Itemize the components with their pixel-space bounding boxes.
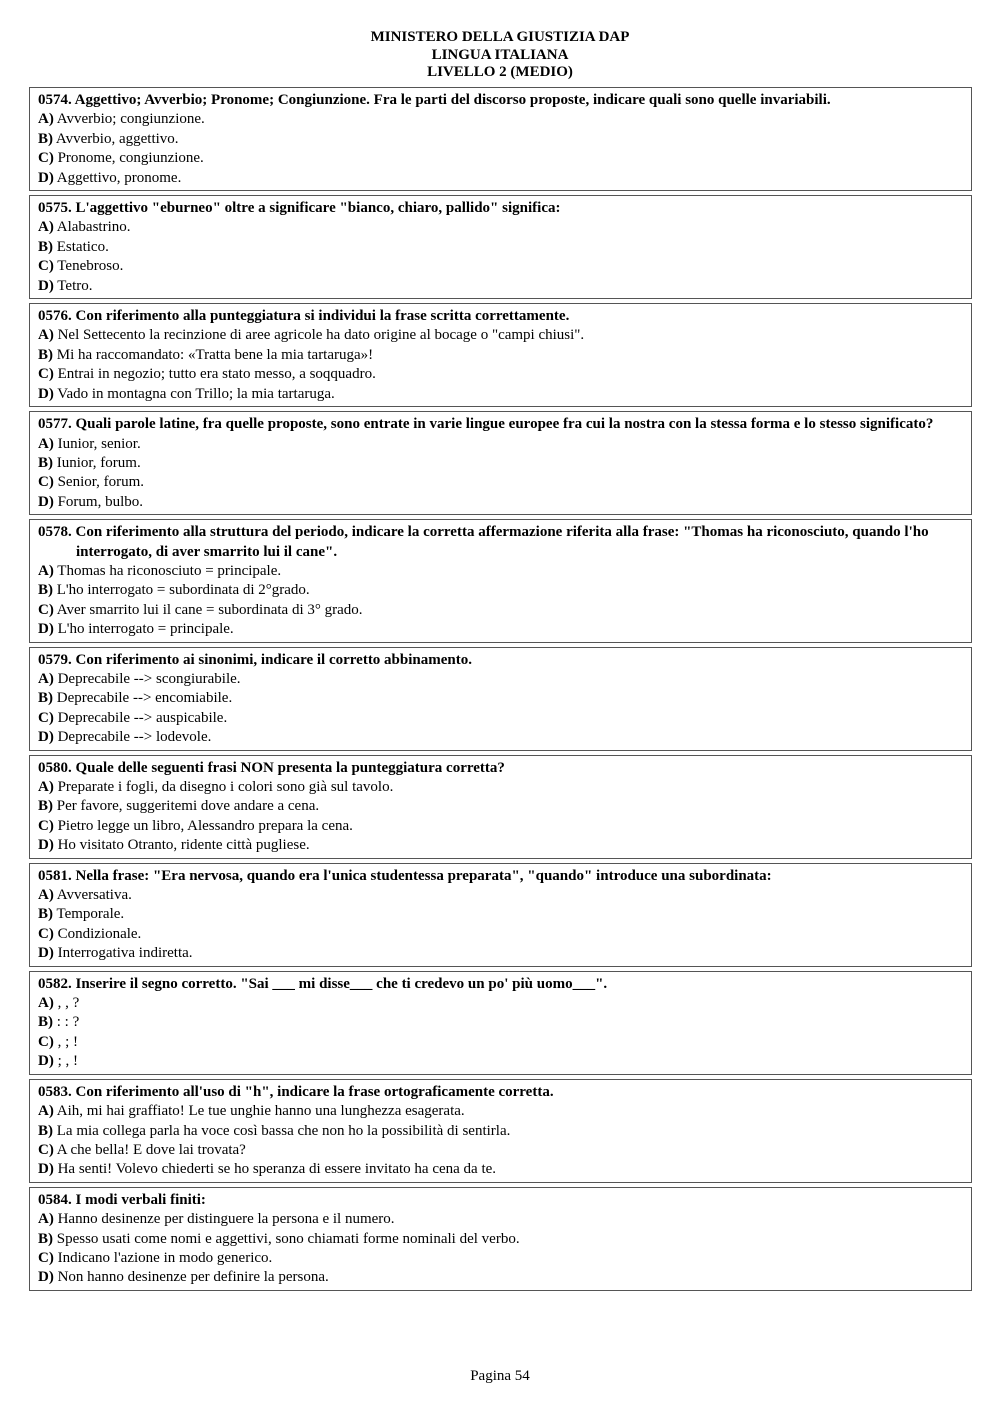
option-text: Forum, bulbo. [53, 493, 144, 510]
option-text: Per favore, suggeritemi dove andare a cena. [53, 798, 320, 815]
answer-option [38, 473, 963, 492]
option-text: Vado in montagna con Trillo; la mia tartaruga. [53, 385, 335, 402]
option-letter: A) [38, 779, 54, 795]
answer-option [38, 130, 963, 149]
answer-option [38, 1268, 963, 1287]
option-letter: C) [38, 1249, 54, 1266]
option-letter: B) [38, 1230, 53, 1247]
option-letter: B) [38, 1014, 53, 1031]
answer-option [38, 944, 963, 963]
answer-option [38, 1013, 963, 1032]
answer-option [38, 1102, 963, 1121]
option-text: Temporale. [53, 906, 125, 923]
option-letter: C) [38, 601, 54, 618]
answer-option [38, 435, 963, 454]
option-letter: A) [38, 435, 54, 452]
answer-option [38, 277, 963, 296]
answer-option [38, 886, 963, 905]
option-text: L'ho interrogato = subordinata di 2°grado. [53, 582, 310, 599]
answer-option [38, 620, 963, 639]
option-text: Entrai in negozio; tutto era stato messo, a soqquadro. [53, 366, 376, 383]
option-text: Alabastrino. [53, 219, 131, 236]
option-text: Aver smarrito lui il cane = subordinata di 3° grado. [53, 601, 363, 618]
option-text: Deprecabile --> auspicabile. [53, 709, 228, 726]
option-letter: B) [38, 130, 53, 147]
question-block [29, 87, 972, 191]
option-text: Aih, mi hai graffiato! Le tue unghie hanno una lunghezza esagerata. [53, 1103, 465, 1120]
question-block [29, 195, 972, 299]
option-letter: D) [38, 729, 54, 746]
question-title: 0575. L'aggettivo "eburneo" oltre a significare "bianco, chiaro, pallido" significa: [38, 200, 561, 217]
question-block [29, 411, 972, 515]
answer-option [38, 1230, 963, 1249]
question-list [29, 87, 972, 1295]
question-block [29, 519, 972, 642]
answer-option [38, 728, 963, 747]
option-text: L'ho interrogato = principale. [53, 621, 234, 638]
answer-option [38, 257, 963, 276]
option-letter: A) [38, 1211, 54, 1228]
answer-option [38, 346, 963, 365]
answer-option [38, 836, 963, 855]
option-letter: D) [38, 385, 54, 402]
answer-option [38, 994, 963, 1013]
question-block [29, 303, 972, 407]
option-text: La mia collega parla ha voce così bassa che non ho la possibilità di sentirla. [53, 1122, 511, 1139]
question-title: 0583. Con riferimento all'uso di "h", indicare la frase ortograficamente corretta. [38, 1083, 554, 1100]
option-text: Ha senti! Volevo chiederti se ho speranza di essere invitato ha cena da te. [53, 1161, 497, 1178]
question-title: 0578. Con riferimento alla struttura del periodo, indicare la corretta affermazione riferita alla frase: "Thomas ha riconosciuto, quando l'ho interrogato, di aver smarrito lui il cane". [38, 524, 929, 560]
option-text: Preparate i fogli, da disegno i colori sono già sul tavolo. [53, 779, 394, 795]
question-title: 0582. Inserire il segno corretto. "Sai ___ mi disse___ che ti credevo un po' più uomo___". [38, 975, 608, 992]
answer-option [38, 562, 963, 581]
option-text: Aggettivo, pronome. [53, 169, 182, 186]
option-letter: A) [38, 562, 54, 579]
page-number: Pagina 54 [470, 1368, 530, 1384]
option-text: , , ? [53, 995, 80, 1012]
option-text: Avverbio, aggettivo. [53, 130, 179, 147]
answer-option [38, 454, 963, 473]
option-text: Deprecabile --> lodevole. [53, 729, 212, 746]
option-letter: A) [38, 219, 54, 236]
question-title: 0580. Quale delle seguenti frasi NON presenta la punteggiatura corretta? [38, 759, 505, 776]
option-text: Mi ha raccomandato: «Tratta bene la mia tartaruga»! [53, 346, 374, 363]
answer-option [38, 925, 963, 944]
option-letter: A) [38, 995, 54, 1012]
option-letter: D) [38, 493, 54, 510]
answer-option [38, 670, 963, 689]
option-letter: C) [38, 1033, 54, 1050]
option-letter: C) [38, 817, 54, 834]
option-letter: B) [38, 582, 53, 599]
answer-option [38, 709, 963, 728]
question-title: 0579. Con riferimento ai sinonimi, indicare il corretto abbinamento. [38, 651, 472, 668]
option-text: Estatico. [53, 238, 109, 255]
question-title: 0576. Con riferimento alla punteggiatura si individui la frase scritta correttamente. [38, 308, 570, 325]
option-letter: C) [38, 925, 54, 942]
option-letter: B) [38, 238, 53, 255]
option-text: Spesso usati come nomi e aggettivi, sono chiamati forme nominali del verbo. [53, 1230, 520, 1247]
answer-option [38, 1160, 963, 1179]
option-letter: D) [38, 621, 54, 638]
option-text: Tetro. [53, 277, 93, 294]
option-text: ; , ! [53, 1053, 78, 1070]
option-letter: D) [38, 1053, 54, 1070]
answer-option [38, 110, 963, 129]
option-text: Deprecabile --> scongiurabile. [53, 670, 241, 687]
option-text: Deprecabile --> encomiabile. [53, 690, 233, 707]
option-text: Condizionale. [53, 925, 142, 942]
option-letter: B) [38, 798, 53, 815]
question-block [29, 1079, 972, 1183]
option-text: Pietro legge un libro, Alessandro prepara la cena. [53, 817, 353, 834]
answer-option [38, 1033, 963, 1052]
option-text: Avverbio; congiunzione. [53, 111, 205, 128]
option-text: Iunior, senior. [53, 435, 141, 452]
answer-option [38, 905, 963, 924]
answer-option [38, 778, 963, 797]
header-ministry: MINISTERO DELLA GIUSTIZIA DAP [370, 29, 630, 45]
option-letter: D) [38, 945, 54, 962]
option-text: , ; ! [53, 1033, 78, 1050]
option-letter: B) [38, 1122, 53, 1139]
option-letter: B) [38, 346, 53, 363]
answer-option [38, 326, 963, 345]
answer-option [38, 365, 963, 384]
option-letter: A) [38, 887, 54, 904]
answer-option [38, 581, 963, 600]
question-block [29, 755, 972, 859]
option-text: Senior, forum. [53, 474, 145, 491]
header-subject: LINGUA ITALIANA [431, 46, 569, 63]
answer-option [38, 1052, 963, 1071]
option-letter: C) [38, 709, 54, 726]
option-text: Iunior, forum. [53, 454, 141, 471]
option-letter: D) [38, 169, 54, 186]
page-header [0, 29, 1000, 82]
question-block [29, 971, 972, 1075]
question-title: 0581. Nella frase: "Era nervosa, quando era l'unica studentessa preparata", "quando" introduce una subordinata: [38, 867, 772, 884]
question-title: 0584. I modi verbali finiti: [38, 1191, 206, 1208]
question-title: 0574. Aggettivo; Avverbio; Pronome; Congiunzione. Fra le parti del discorso proposte, indicare quali sono quelle invariabili. [38, 92, 831, 108]
option-text: Hanno desinenze per distinguere la persona e il numero. [53, 1211, 395, 1228]
question-block [29, 647, 972, 751]
option-text: : : ? [53, 1014, 80, 1031]
question-block [29, 1187, 972, 1291]
option-letter: C) [38, 366, 54, 383]
question-title: 0577. Quali parole latine, fra quelle proposte, sono entrate in varie lingue europee fra cui la nostra con la stessa forma e lo stesso significato? [38, 416, 934, 433]
answer-option [38, 797, 963, 816]
option-letter: A) [38, 1103, 54, 1120]
answer-option [38, 1249, 963, 1268]
header-level: LIVELLO 2 (MEDIO) [427, 64, 573, 80]
option-text: Indicano l'azione in modo generico. [53, 1249, 273, 1266]
option-letter: C) [38, 150, 54, 167]
option-letter: D) [38, 1161, 54, 1178]
option-text: Thomas ha riconosciuto = principale. [53, 562, 282, 579]
answer-option [38, 689, 963, 708]
option-letter: A) [38, 327, 54, 344]
answer-option [38, 817, 963, 836]
answer-option [38, 1210, 963, 1229]
option-letter: B) [38, 454, 53, 471]
option-text: Nel Settecento la recinzione di aree agricole ha dato origine al bocage o "campi chiusi". [53, 327, 585, 344]
option-text: Ho visitato Otranto, ridente città pugliese. [53, 837, 310, 854]
answer-option [38, 169, 963, 188]
option-text: Tenebroso. [53, 258, 124, 275]
option-letter: B) [38, 690, 53, 707]
answer-option [38, 493, 963, 512]
answer-option [38, 1141, 963, 1160]
option-text: Pronome, congiunzione. [53, 150, 204, 167]
option-letter: B) [38, 906, 53, 923]
answer-option [38, 385, 963, 404]
option-letter: A) [38, 670, 54, 687]
option-letter: D) [38, 837, 54, 854]
answer-option [38, 1122, 963, 1141]
option-letter: C) [38, 474, 54, 491]
answer-option [38, 601, 963, 620]
option-text: Interrogativa indiretta. [53, 945, 193, 962]
option-text: A che bella! E dove lai trovata? [53, 1141, 246, 1158]
answer-option [38, 218, 963, 237]
option-text: Non hanno desinenze per definire la persona. [53, 1269, 329, 1286]
option-letter: C) [38, 1141, 54, 1158]
option-letter: A) [38, 111, 54, 128]
answer-option [38, 149, 963, 168]
option-letter: D) [38, 1269, 54, 1286]
answer-option [38, 238, 963, 257]
question-block [29, 863, 972, 967]
option-letter: D) [38, 277, 54, 294]
option-text: Avversativa. [53, 887, 132, 904]
option-letter: C) [38, 258, 54, 275]
